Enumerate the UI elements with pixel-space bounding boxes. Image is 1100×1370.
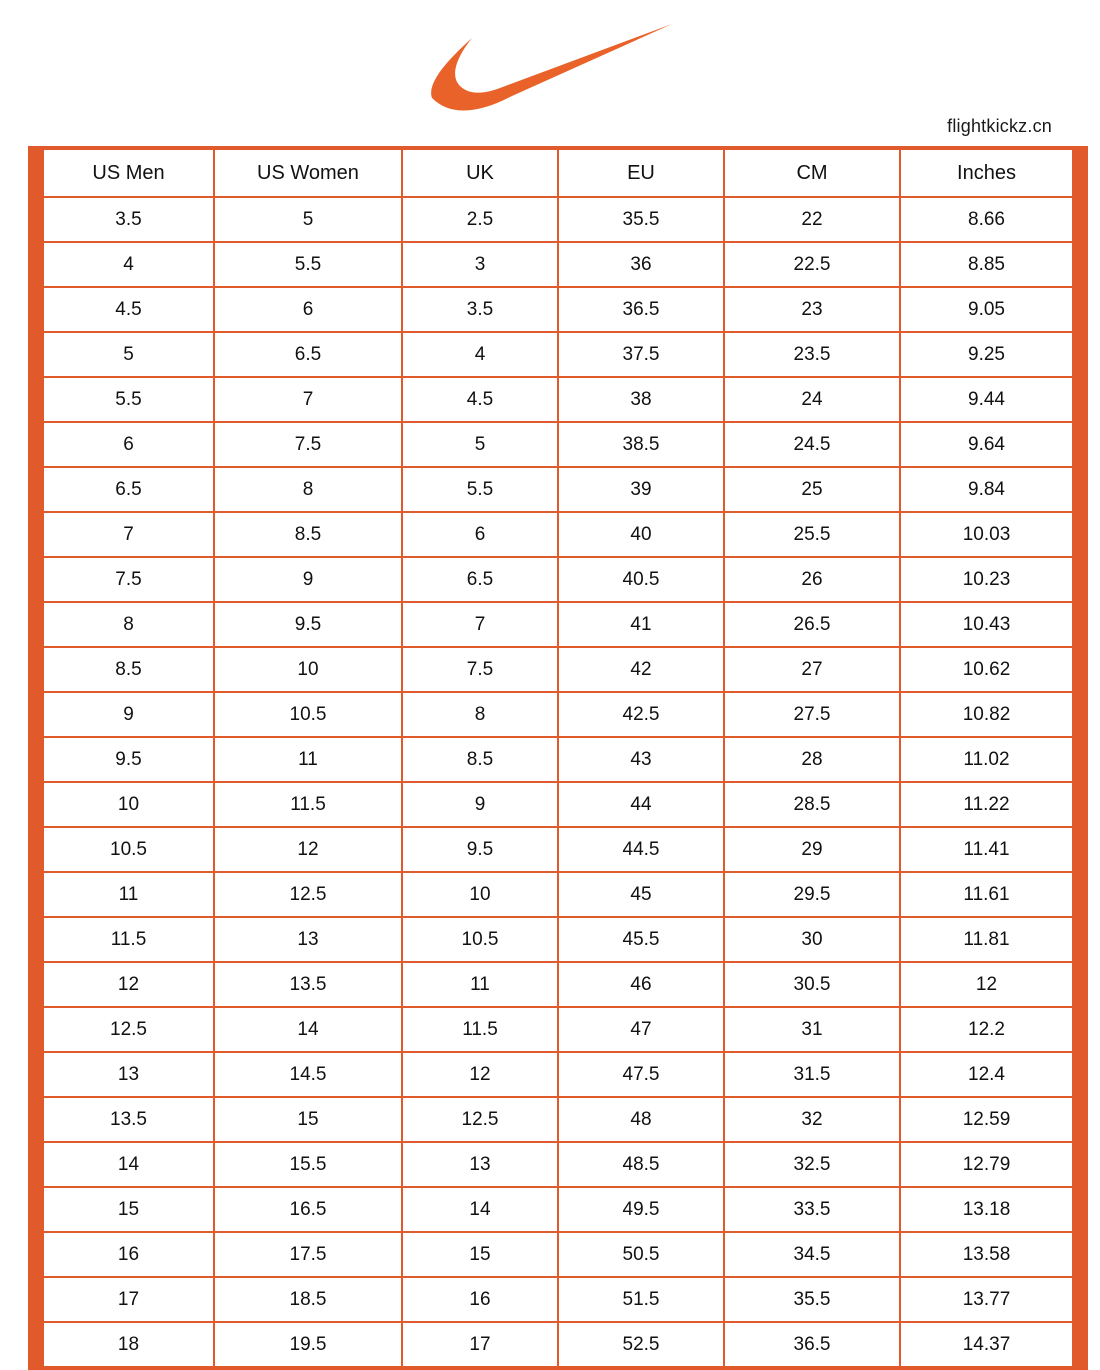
table-cell: 10.82 [900, 692, 1080, 737]
table-cell: 23 [724, 287, 900, 332]
table-cell: 11.61 [900, 872, 1080, 917]
table-cell: 29 [724, 827, 900, 872]
table-cell: 23.5 [724, 332, 900, 377]
table-cell: 11 [402, 962, 558, 1007]
table-cell: 27.5 [724, 692, 900, 737]
table-row [36, 1097, 1080, 1142]
table-row [36, 692, 1080, 737]
table-cell: 24 [724, 377, 900, 422]
table-cell: 29.5 [724, 872, 900, 917]
table-cell: 46 [558, 962, 724, 1007]
table-cell: 28 [724, 737, 900, 782]
table-cell: 12 [214, 827, 402, 872]
table-cell: 13.58 [900, 1232, 1080, 1277]
table-cell: 15 [36, 1187, 214, 1232]
table-cell: 5 [402, 422, 558, 467]
table-cell: 14 [36, 1142, 214, 1187]
table-cell: 33.5 [724, 1187, 900, 1232]
table-cell: 13 [402, 1142, 558, 1187]
table-row [36, 917, 1080, 962]
table-cell: 13.5 [214, 962, 402, 1007]
table-cell: 14.37 [900, 1322, 1080, 1368]
table-cell: 10 [214, 647, 402, 692]
table-cell: 12.5 [36, 1007, 214, 1052]
table-cell: 8.5 [214, 512, 402, 557]
table-row [36, 422, 1080, 467]
table-cell: 18 [36, 1322, 214, 1368]
table-cell: 6.5 [36, 467, 214, 512]
table-cell: 15.5 [214, 1142, 402, 1187]
table-cell: 9 [402, 782, 558, 827]
table-cell: 25 [724, 467, 900, 512]
column-header-eu: EU [558, 148, 724, 197]
table-cell: 7 [402, 602, 558, 647]
table-cell: 40.5 [558, 557, 724, 602]
table-cell: 16.5 [214, 1187, 402, 1232]
column-header-us-women: US Women [214, 148, 402, 197]
table-cell: 11 [36, 872, 214, 917]
table-cell: 17.5 [214, 1232, 402, 1277]
table-row [36, 1322, 1080, 1368]
table-cell: 39 [558, 467, 724, 512]
column-header-inches: Inches [900, 148, 1080, 197]
table-cell: 36 [558, 242, 724, 287]
column-header-uk: UK [402, 148, 558, 197]
table-row [36, 332, 1080, 377]
table-row [36, 827, 1080, 872]
table-cell: 43 [558, 737, 724, 782]
table-cell: 5 [36, 332, 214, 377]
table-cell: 36.5 [724, 1322, 900, 1368]
table-row [36, 1007, 1080, 1052]
table-cell: 13.77 [900, 1277, 1080, 1322]
table-row [36, 377, 1080, 422]
table-cell: 11.41 [900, 827, 1080, 872]
table-cell: 14 [402, 1187, 558, 1232]
table-cell: 6.5 [402, 557, 558, 602]
table-cell: 17 [36, 1277, 214, 1322]
table-cell: 47.5 [558, 1052, 724, 1097]
table-cell: 7.5 [402, 647, 558, 692]
table-cell: 9.44 [900, 377, 1080, 422]
table-cell: 13 [36, 1052, 214, 1097]
table-cell: 45 [558, 872, 724, 917]
table-cell: 51.5 [558, 1277, 724, 1322]
table-cell: 30.5 [724, 962, 900, 1007]
table-cell: 22.5 [724, 242, 900, 287]
table-row [36, 782, 1080, 827]
table-cell: 9.5 [402, 827, 558, 872]
table-cell: 3.5 [36, 197, 214, 242]
table-cell: 49.5 [558, 1187, 724, 1232]
table-row [36, 467, 1080, 512]
table-cell: 34.5 [724, 1232, 900, 1277]
table-cell: 2.5 [402, 197, 558, 242]
table-cell: 12 [402, 1052, 558, 1097]
table-cell: 10.62 [900, 647, 1080, 692]
table-cell: 11.5 [214, 782, 402, 827]
table-row [36, 962, 1080, 1007]
table-row [36, 197, 1080, 242]
table-cell: 11.02 [900, 737, 1080, 782]
table-row [36, 1277, 1080, 1322]
table-cell: 35.5 [558, 197, 724, 242]
table-cell: 4 [36, 242, 214, 287]
table-row [36, 737, 1080, 782]
table-cell: 9.64 [900, 422, 1080, 467]
table-cell: 37.5 [558, 332, 724, 377]
table-cell: 10.5 [36, 827, 214, 872]
table-cell: 3.5 [402, 287, 558, 332]
table-cell: 12.5 [402, 1097, 558, 1142]
table-row [36, 287, 1080, 332]
table-cell: 8.5 [402, 737, 558, 782]
table-cell: 11.81 [900, 917, 1080, 962]
table-cell: 7.5 [36, 557, 214, 602]
table-cell: 36.5 [558, 287, 724, 332]
table-cell: 48.5 [558, 1142, 724, 1187]
table-cell: 12.59 [900, 1097, 1080, 1142]
table-cell: 16 [402, 1277, 558, 1322]
table-cell: 41 [558, 602, 724, 647]
table-cell: 28.5 [724, 782, 900, 827]
table-cell: 3 [402, 242, 558, 287]
table-cell: 11.22 [900, 782, 1080, 827]
table-cell: 42 [558, 647, 724, 692]
table-cell: 9.84 [900, 467, 1080, 512]
table-row [36, 557, 1080, 602]
table-cell: 15 [402, 1232, 558, 1277]
table-cell: 22 [724, 197, 900, 242]
table-row [36, 512, 1080, 557]
table-cell: 14 [214, 1007, 402, 1052]
table-cell: 5.5 [36, 377, 214, 422]
table-cell: 27 [724, 647, 900, 692]
table-cell: 38 [558, 377, 724, 422]
table-cell: 38.5 [558, 422, 724, 467]
table-cell: 11.5 [402, 1007, 558, 1052]
table-cell: 19.5 [214, 1322, 402, 1368]
table-row [36, 1232, 1080, 1277]
table-cell: 35.5 [724, 1277, 900, 1322]
column-header-cm: CM [724, 148, 900, 197]
table-cell: 12.79 [900, 1142, 1080, 1187]
table-cell: 31.5 [724, 1052, 900, 1097]
table-cell: 12.5 [214, 872, 402, 917]
table-cell: 5.5 [214, 242, 402, 287]
table-cell: 44 [558, 782, 724, 827]
table-cell: 17 [402, 1322, 558, 1368]
table-cell: 7 [36, 512, 214, 557]
table-cell: 6.5 [214, 332, 402, 377]
table-cell: 26 [724, 557, 900, 602]
table-cell: 47 [558, 1007, 724, 1052]
table-row [36, 602, 1080, 647]
table-cell: 8.66 [900, 197, 1080, 242]
table-cell: 4.5 [36, 287, 214, 332]
table-cell: 5.5 [402, 467, 558, 512]
table-cell: 50.5 [558, 1232, 724, 1277]
table-cell: 6 [36, 422, 214, 467]
table-cell: 40 [558, 512, 724, 557]
table-cell: 9.25 [900, 332, 1080, 377]
table-cell: 15 [214, 1097, 402, 1142]
table-cell: 26.5 [724, 602, 900, 647]
table-cell: 6 [402, 512, 558, 557]
table-cell: 7.5 [214, 422, 402, 467]
table-cell: 11.5 [36, 917, 214, 962]
table-cell: 8.5 [36, 647, 214, 692]
table-cell: 48 [558, 1097, 724, 1142]
table-cell: 7 [214, 377, 402, 422]
table-cell: 5 [214, 197, 402, 242]
table-cell: 8 [36, 602, 214, 647]
table-cell: 25.5 [724, 512, 900, 557]
table-cell: 11 [214, 737, 402, 782]
table-cell: 16 [36, 1232, 214, 1277]
table-cell: 32 [724, 1097, 900, 1142]
table-cell: 12 [36, 962, 214, 1007]
table-cell: 52.5 [558, 1322, 724, 1368]
table-cell: 30 [724, 917, 900, 962]
table-cell: 13 [214, 917, 402, 962]
table-cell: 9.05 [900, 287, 1080, 332]
table-row [36, 1052, 1080, 1097]
column-header-us-men: US Men [36, 148, 214, 197]
table-cell: 9.5 [36, 737, 214, 782]
table-cell: 4 [402, 332, 558, 377]
table-cell: 10.43 [900, 602, 1080, 647]
table-cell: 10.5 [214, 692, 402, 737]
table-cell: 4.5 [402, 377, 558, 422]
table-cell: 10.03 [900, 512, 1080, 557]
table-cell: 42.5 [558, 692, 724, 737]
nike-swoosh-logo [0, 18, 1100, 118]
table-cell: 45.5 [558, 917, 724, 962]
table-cell: 9 [214, 557, 402, 602]
table-row [36, 872, 1080, 917]
table-row [36, 647, 1080, 692]
table-header-row [36, 148, 1080, 197]
table-cell: 10.5 [402, 917, 558, 962]
table-cell: 8 [402, 692, 558, 737]
table-cell: 24.5 [724, 422, 900, 467]
table-cell: 10 [36, 782, 214, 827]
table-cell: 8.85 [900, 242, 1080, 287]
table-row [36, 1142, 1080, 1187]
table-row [36, 1187, 1080, 1232]
table-cell: 13.18 [900, 1187, 1080, 1232]
table-cell: 10 [402, 872, 558, 917]
shoe-size-table [28, 146, 1088, 1370]
site-watermark: flightkickz.cn [947, 116, 1052, 136]
table-cell: 18.5 [214, 1277, 402, 1322]
table-cell: 8 [214, 467, 402, 512]
table-cell: 31 [724, 1007, 900, 1052]
table-cell: 6 [214, 287, 402, 332]
table-cell: 13.5 [36, 1097, 214, 1142]
table-cell: 9.5 [214, 602, 402, 647]
table-cell: 10.23 [900, 557, 1080, 602]
table-row [36, 242, 1080, 287]
table-cell: 9 [36, 692, 214, 737]
table-cell: 12 [900, 962, 1080, 1007]
table-cell: 32.5 [724, 1142, 900, 1187]
table-cell: 12.4 [900, 1052, 1080, 1097]
table-cell: 14.5 [214, 1052, 402, 1097]
table-header [36, 148, 1080, 197]
table-cell: 12.2 [900, 1007, 1080, 1052]
table-cell: 44.5 [558, 827, 724, 872]
size-table-frame [28, 146, 1072, 1370]
table-body [36, 197, 1080, 1368]
